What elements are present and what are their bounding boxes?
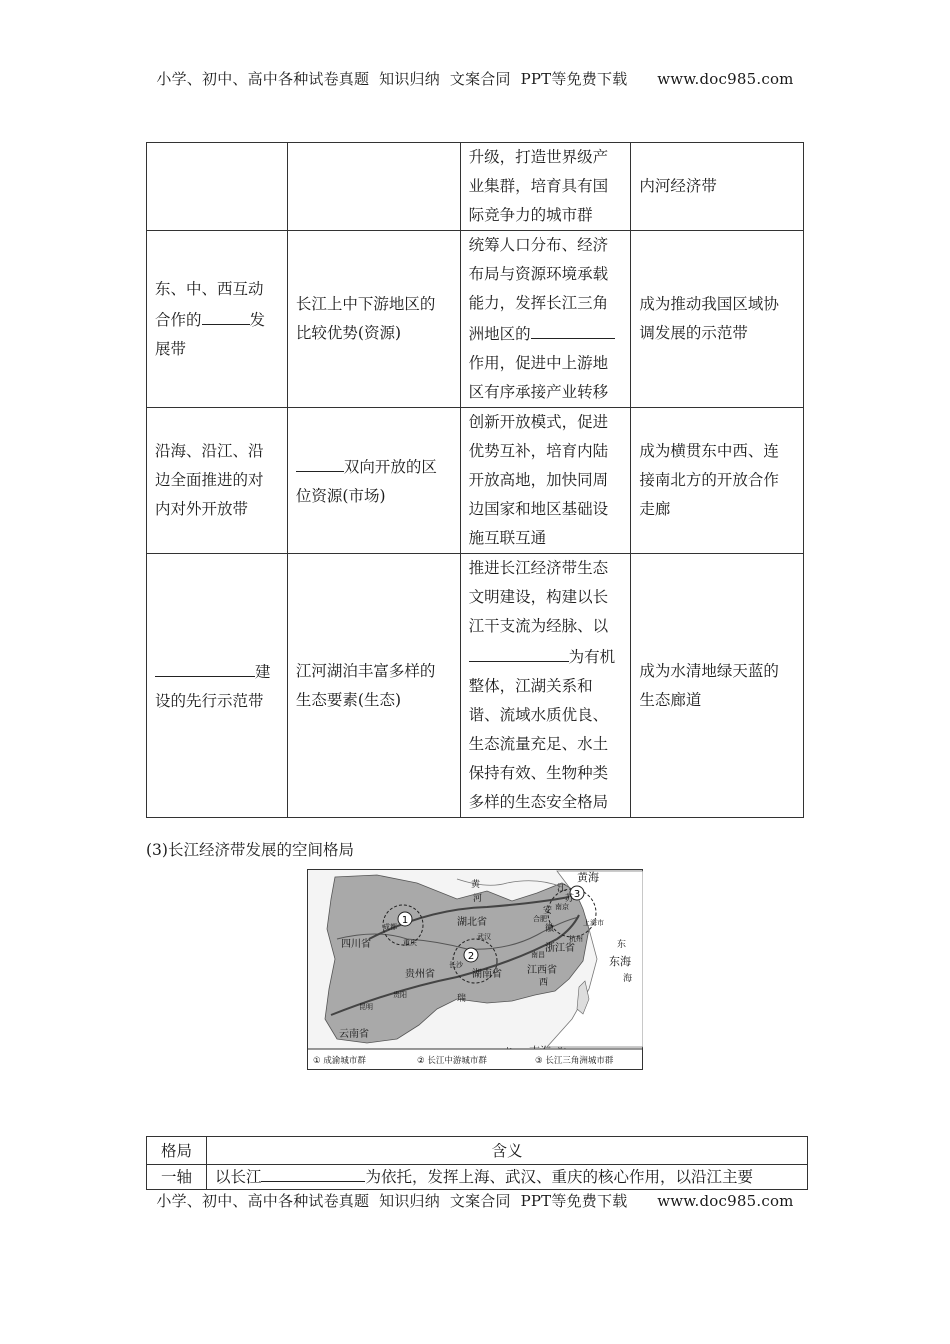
city-label: 武汉 bbox=[477, 933, 491, 941]
table-cell bbox=[460, 554, 631, 818]
cell-line: 比较优势(资源) bbox=[295, 324, 402, 342]
table-cell bbox=[147, 143, 288, 231]
cell-line: 优势互补，培育内陆 bbox=[468, 442, 609, 460]
fill-blank[interactable] bbox=[155, 656, 255, 677]
cell-line: 生态廊道 bbox=[639, 690, 702, 709]
table-header-cell: 格局 bbox=[147, 1137, 207, 1165]
city-label: 昆明 bbox=[359, 1003, 373, 1011]
map-char: 徽 bbox=[545, 924, 555, 934]
province-label: 浙江省 bbox=[545, 943, 575, 954]
cell-line: 文明建设，构建以长 bbox=[468, 588, 609, 606]
cell-line: 保持有效、生物种类 bbox=[468, 764, 609, 782]
map-char: 黄 bbox=[471, 880, 481, 890]
map-char: 江 bbox=[557, 884, 567, 894]
cell-line: 开放高地，加快同周 bbox=[468, 471, 609, 489]
province-label: 云南省 bbox=[339, 1029, 369, 1040]
cell-line: 成为推动我国区域协 bbox=[639, 295, 779, 313]
province-label: 四川省 bbox=[341, 939, 371, 950]
table-cell bbox=[631, 231, 804, 408]
fill-blank[interactable] bbox=[202, 304, 250, 325]
map-char: 西 bbox=[539, 978, 549, 988]
city-label: 杭州 bbox=[569, 935, 583, 943]
table-cell bbox=[631, 143, 804, 231]
fill-blank[interactable] bbox=[531, 318, 615, 339]
fill-blank[interactable] bbox=[261, 1165, 365, 1182]
cell-line: 展带 bbox=[155, 339, 187, 358]
province-label: 贵州省 bbox=[405, 969, 435, 980]
table-cell bbox=[460, 143, 631, 231]
city-label: 贵阳 bbox=[393, 991, 407, 999]
city-label: 上海市 bbox=[583, 919, 604, 927]
cell-line: 为有机 bbox=[469, 641, 623, 672]
legend-item: ② 长江中游城市群 bbox=[417, 1056, 487, 1066]
legend-item: ① 成渝城市群 bbox=[313, 1056, 366, 1066]
section-title: (3)长江经济带发展的空间格局 bbox=[146, 841, 354, 859]
cell-line: 际竞争力的城市群 bbox=[468, 206, 593, 224]
table-cell bbox=[287, 143, 460, 231]
map-char: 苏 bbox=[565, 894, 575, 904]
city-label: 南京 bbox=[555, 903, 569, 911]
cell-line: 沿海、沿江、沿 bbox=[155, 442, 264, 460]
cell-line: 升级，打造世界级产 bbox=[468, 148, 609, 166]
cell-line: 施互联互通 bbox=[468, 529, 547, 547]
cell-line: 布局与资源环境承载 bbox=[468, 265, 609, 283]
svg-text:2: 2 bbox=[467, 951, 475, 962]
map-char: 安 bbox=[543, 906, 553, 916]
cell-line: 江干支流为经脉、以 bbox=[468, 617, 609, 635]
cell-line: 江河湖泊丰富多样的 bbox=[295, 661, 436, 680]
cell-line: 调发展的示范带 bbox=[639, 324, 748, 342]
cell-line: 多样的生态安全格局 bbox=[468, 793, 609, 811]
table-cell bbox=[147, 231, 288, 408]
cell-line: 洲地区的 bbox=[469, 318, 623, 349]
province-label: 湖南省 bbox=[472, 969, 502, 980]
table-cell: 一轴 bbox=[147, 1165, 207, 1190]
table-cell bbox=[147, 408, 288, 554]
cell-line: 内河经济带 bbox=[639, 177, 717, 195]
table-row bbox=[147, 1165, 808, 1190]
cell-line: 统筹人口分布、经济 bbox=[468, 236, 609, 254]
cell-line: 生态流量充足、水土 bbox=[468, 735, 609, 753]
table-cell bbox=[631, 554, 804, 818]
cell-line: 双向开放的区 bbox=[296, 451, 452, 482]
table-cell bbox=[631, 408, 804, 554]
province-label: 江西省 bbox=[527, 965, 557, 976]
table-header-cell: 含义 bbox=[206, 1137, 807, 1165]
table-row bbox=[147, 554, 804, 818]
city-label: 合肥 bbox=[533, 915, 547, 923]
city-label: 重庆 bbox=[403, 939, 417, 947]
svg-text:3: 3 bbox=[573, 889, 581, 900]
table-cell: 以长江 为依托，发挥上海、武汉、重庆的核心作用，以沿江主要 bbox=[206, 1165, 807, 1190]
cell-line: 谐、流域水质优良、 bbox=[468, 706, 609, 724]
cell-line: 走廊 bbox=[639, 500, 671, 518]
table-cell bbox=[460, 231, 631, 408]
city-label: 南昌 bbox=[531, 951, 545, 959]
sea-label: 东海 bbox=[609, 955, 631, 968]
table-cell bbox=[287, 554, 460, 818]
table-cell bbox=[287, 231, 460, 408]
cell-line: 成为水清地绿天蓝的 bbox=[639, 661, 779, 680]
cell-line: 生态要素(生态) bbox=[295, 690, 402, 709]
cell-line: 内对外开放带 bbox=[155, 500, 249, 518]
cell-line: 位资源(市场) bbox=[295, 486, 386, 505]
table-row bbox=[147, 231, 804, 408]
table-row bbox=[147, 143, 804, 231]
fill-blank[interactable] bbox=[469, 641, 569, 662]
page-footer: 小学、初中、高中各种试卷真题 知识归纳 文案合同 PPT等免费下载 www.doc985.com bbox=[156, 1192, 794, 1210]
marker-2 bbox=[464, 948, 478, 962]
cell-line: 边国家和地区基础设 bbox=[468, 500, 609, 518]
svg-text:1: 1 bbox=[401, 915, 409, 926]
legend-item: ③ 长江三角洲城市群 bbox=[535, 1056, 614, 1066]
marker-1 bbox=[398, 912, 412, 926]
development-table bbox=[146, 142, 804, 818]
city-label: 长沙 bbox=[449, 961, 463, 969]
table-cell bbox=[147, 554, 288, 818]
page-header: 小学、初中、高中各种试卷真题 知识归纳 文案合同 PPT等免费下载 www.doc985.com bbox=[156, 70, 794, 88]
cell-line: 业集群，培育具有国 bbox=[468, 177, 609, 195]
cell-line: 合作的 发 bbox=[155, 304, 279, 335]
table-row bbox=[147, 408, 804, 554]
map-char: 瑞 bbox=[457, 994, 467, 1004]
pattern-table bbox=[146, 1136, 808, 1190]
cell-line: 接南北方的开放合作 bbox=[639, 471, 779, 489]
city-label: 成都 bbox=[383, 923, 397, 931]
cell-line: 作用，促进中上游地 bbox=[468, 354, 609, 372]
map-char: 东 bbox=[617, 940, 627, 950]
map-char: 河 bbox=[473, 894, 483, 904]
cell-line: 建 bbox=[155, 656, 279, 687]
cell-line: 区有序承接产业转移 bbox=[468, 383, 609, 401]
table-cell bbox=[460, 408, 631, 554]
cell-line: 长江上中下游地区的 bbox=[295, 295, 436, 313]
cell-line: 整体，江湖关系和 bbox=[468, 677, 593, 695]
cell-line: 成为横贯东中西、连 bbox=[639, 442, 779, 460]
cell-line: 东、中、西互动 bbox=[155, 279, 264, 298]
cell-line: 能力，发挥长江三角 bbox=[468, 294, 609, 312]
province-label: 湖北省 bbox=[457, 917, 487, 928]
yangtze-economic-belt-map bbox=[307, 869, 643, 1070]
table-cell bbox=[287, 408, 460, 554]
cell-line: 创新开放模式，促进 bbox=[468, 413, 609, 431]
map-char: 海 bbox=[623, 974, 633, 984]
fill-blank[interactable] bbox=[296, 451, 344, 472]
cell-line: 边全面推进的对 bbox=[155, 471, 264, 489]
cell-line: 设的先行示范带 bbox=[155, 691, 264, 710]
table-row bbox=[147, 1137, 808, 1165]
cell-line: 推进长江经济带生态 bbox=[468, 559, 609, 577]
sea-label: 黄海 bbox=[577, 871, 599, 884]
